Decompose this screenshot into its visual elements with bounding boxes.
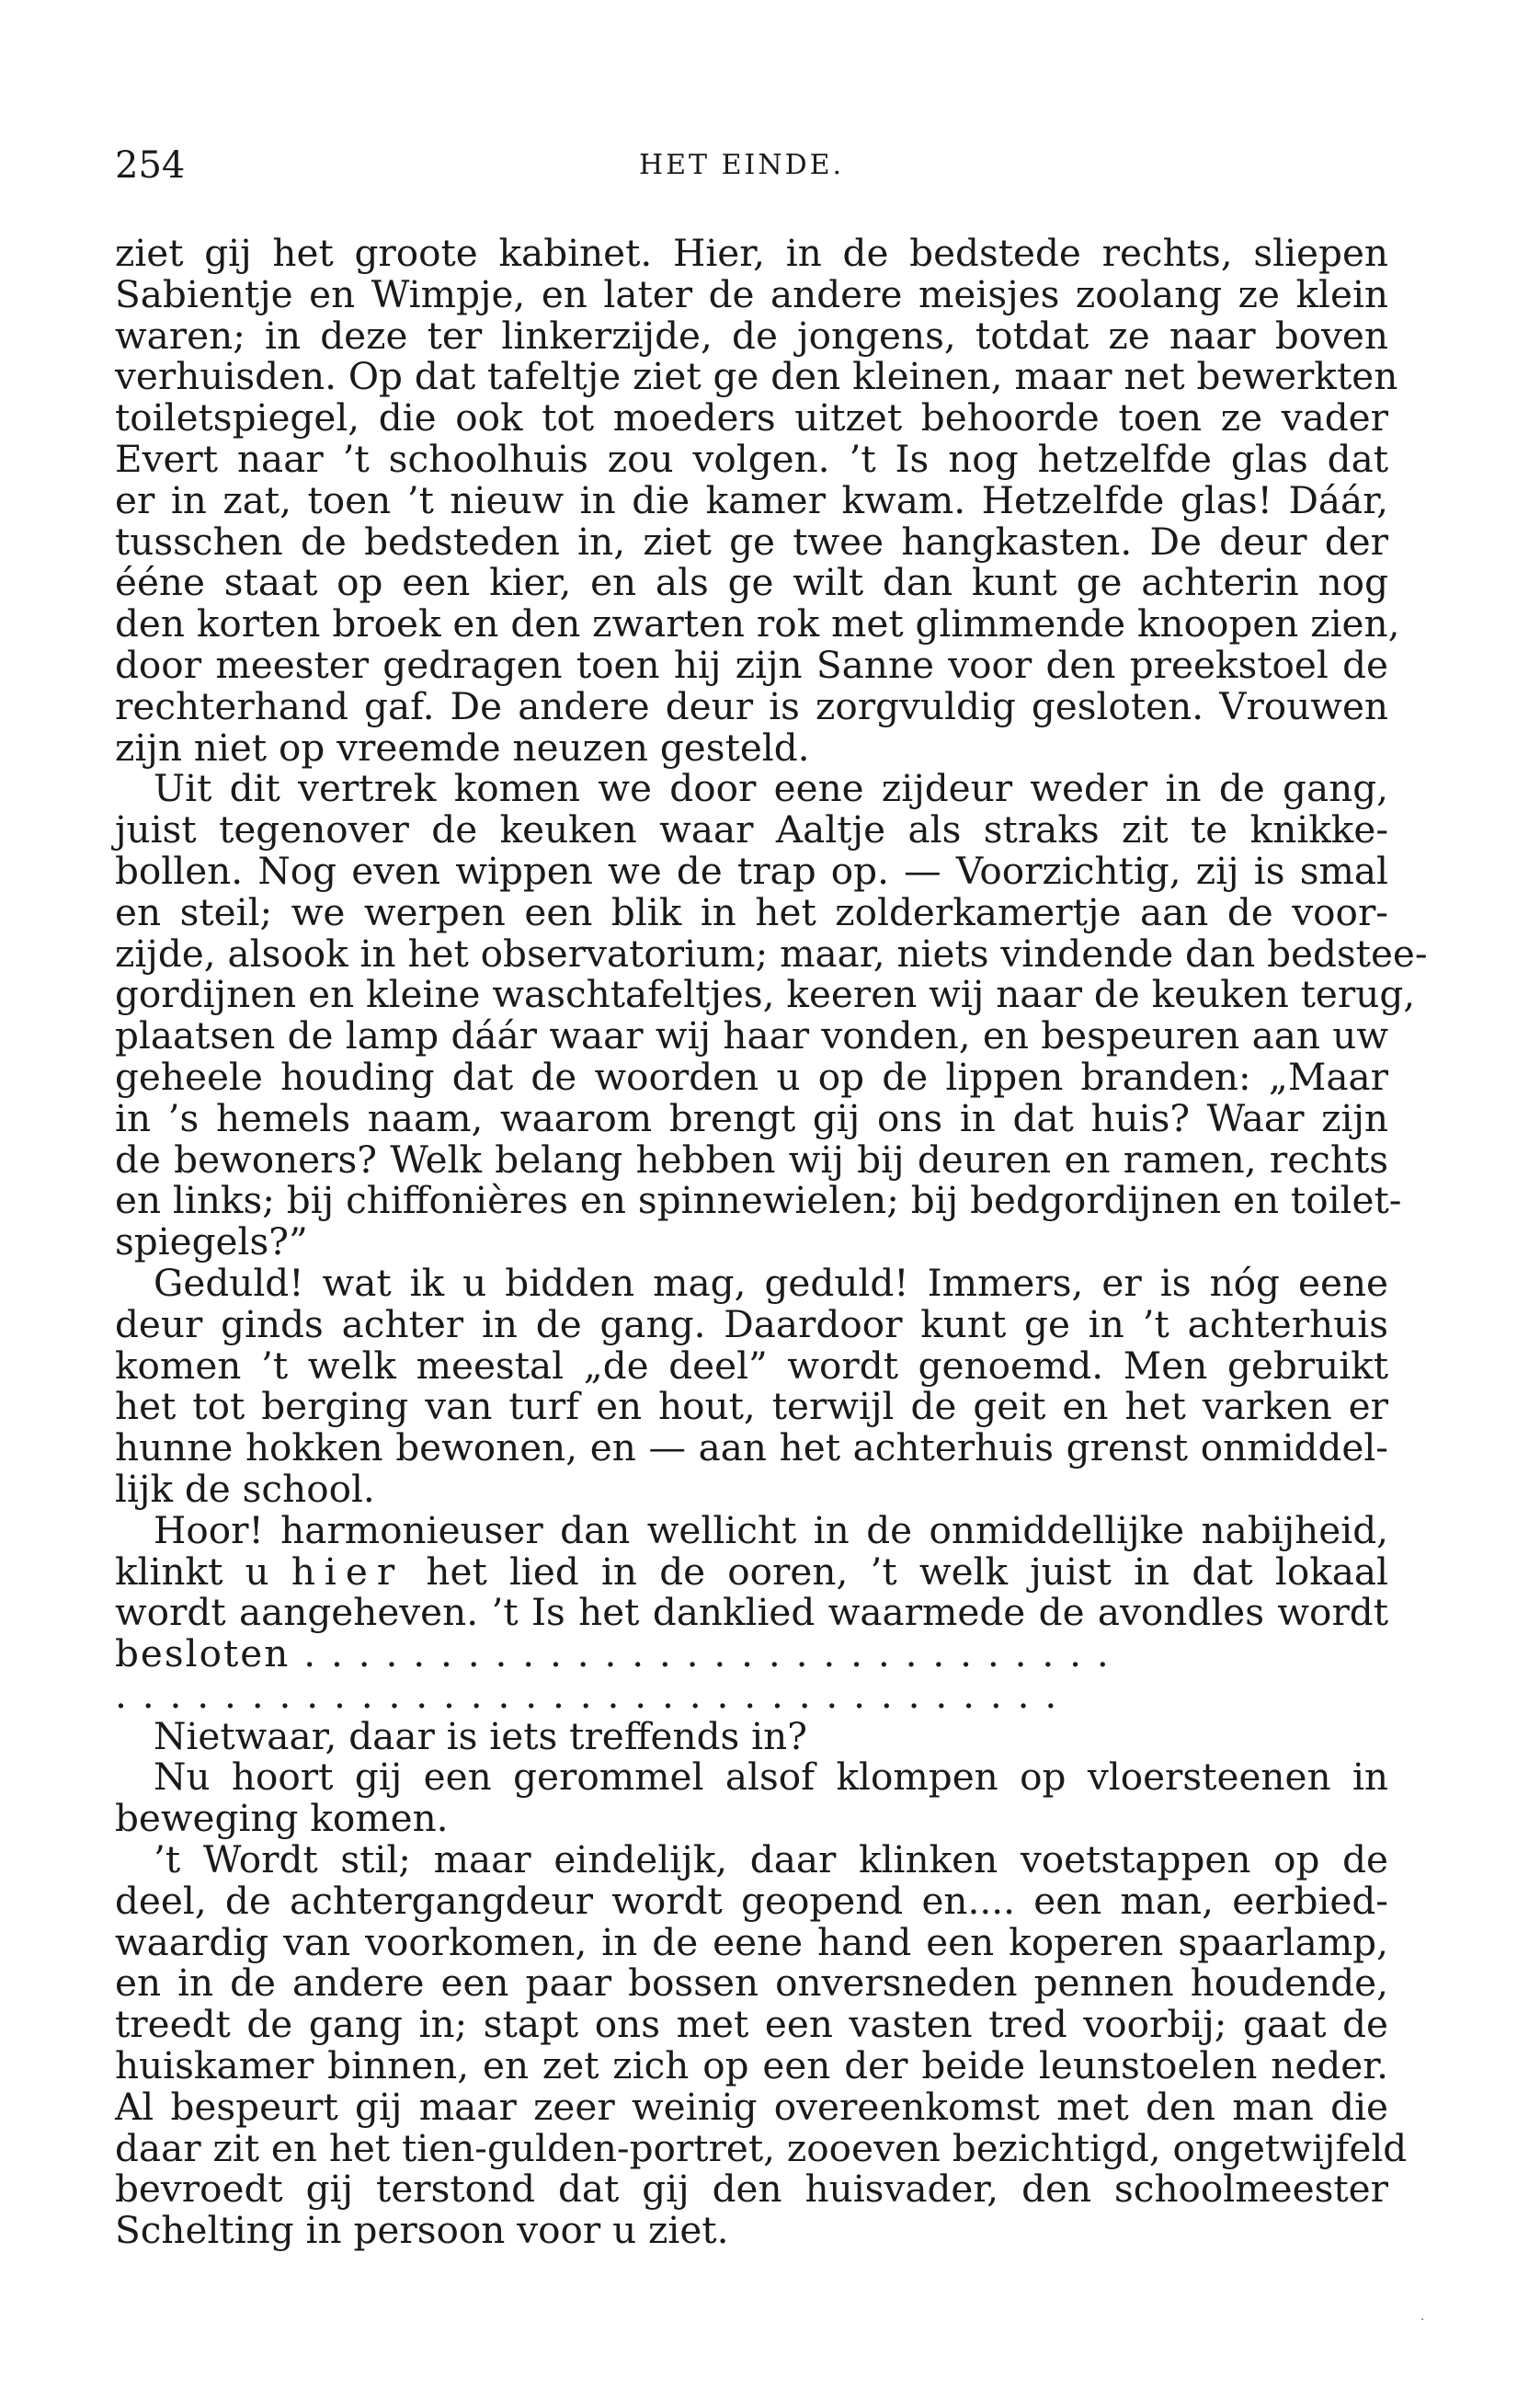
text-line: en links; bij chiffonières en spinnewielen; bij bedgordijnen en toilet-	[115, 1178, 1402, 1223]
chapter-title: HET EINDE.	[639, 149, 845, 181]
text-line: zijn niet op vreemde neuzen gesteld.	[115, 725, 810, 770]
text-line: in ’s hemels naam, waarom brengt gij ons in dat huis? Waar zijn	[115, 1095, 1388, 1140]
text-line	[115, 1551, 1388, 1593]
text-line: Sabientje en Wimpje, en later de andere meisjes zoolang ze klein	[115, 271, 1388, 316]
body-text	[115, 231, 1428, 2253]
running-head	[115, 138, 1411, 193]
text-line: plaatsen de lamp dáár waar wij haar vonden, en bespeuren aan uw	[115, 1013, 1388, 1058]
text-line: bollen. Nog even wippen we de trap op. — Voorzichtig, zij is smal	[115, 848, 1388, 893]
text-line: deel, de achtergangdeur wordt geopend en.... een man, eerbied-	[115, 1878, 1388, 1923]
text-line	[115, 1633, 1388, 1675]
text-line: Geduld! wat ik u bidden mag, geduld! Immers, er is nóg eene	[154, 1260, 1388, 1305]
text-line: waren; in deze ter linkerzijde, de jongens, totdat ze naar boven	[115, 313, 1388, 358]
text-line: ’t Wordt stil; maar eindelijk, daar klinken voetstappen op de	[154, 1837, 1388, 1882]
text-line: spiegels?”	[115, 1219, 308, 1264]
text-line: Al bespeurt gij maar zeer weinig overeenkomst met den man die	[115, 2084, 1388, 2129]
text-line: huiskamer binnen, en zet zich op een der beide leunstoelen neder.	[115, 2043, 1388, 2088]
text-line: deur ginds achter in de gang. Daardoor kunt ge in ’t achterhuis	[115, 1301, 1388, 1346]
ellipsis-dots: . . . . . . . . . . . . . . . . . . . . . . . . . . . . . .	[303, 1631, 1111, 1676]
text-line: de bewoners? Welk belang hebben wij bij deuren en ramen, rechts	[115, 1137, 1388, 1182]
text-line: waardig van voorkomen, in de eene hand een koperen spaarlamp,	[115, 1919, 1388, 1964]
text-line: beweging komen.	[115, 1796, 449, 1841]
page-number: 254	[115, 144, 186, 187]
text-line: Nietwaar, daar is iets treffends in?	[154, 1713, 807, 1758]
text-line: rechterhand gaf. De andere deur is zorgvuldig gesloten. Vrouwen	[115, 683, 1388, 728]
text-fragment: het lied in de ooren, ’t welk juist in dat lokaal	[426, 1549, 1388, 1594]
text-line: toiletspiegel, die ook tot moeders uitzet behoorde toen ze vader	[115, 395, 1388, 440]
text-fragment: besloten	[115, 1631, 291, 1676]
text-line: er in zat, toen ’t nieuw in die kamer kwam. Hetzelfde glas! Dáár,	[115, 477, 1388, 522]
ellipsis-line: . . . . . . . . . . . . . . . . . . . . . . . . . . . . . . . . . . .	[115, 1672, 1059, 1717]
text-line: en steil; we werpen een blik in het zolderkamertje aan de voor-	[115, 889, 1388, 934]
text-line: verhuisden. Op dat tafeltje ziet ge den kleinen, maar net bewerkten	[115, 354, 1398, 399]
emphasized-word: hier	[291, 1549, 405, 1594]
text-line: hunne hokken bewonen, en — aan het achterhuis grenst onmiddel-	[115, 1425, 1388, 1470]
text-line: Hoor! harmonieuser dan wellicht in de onmiddellijke nabijheid,	[154, 1507, 1388, 1552]
text-line: tusschen de bedsteden in, ziet ge twee hangkasten. De deur der	[115, 519, 1388, 564]
text-line: en in de andere een paar bossen onversneden pennen houdende,	[115, 1961, 1388, 2006]
text-line: ziet gij het groote kabinet. Hier, in de bedstede rechts, sliepen	[115, 231, 1388, 275]
text-line: komen ’t welk meestal „de deel” wordt genoemd. Men gebruikt	[115, 1343, 1388, 1388]
text-line: den korten broek en den zwarten rok met glimmende knoopen zien,	[115, 601, 1400, 646]
text-line: Uit dit vertrek komen we door eene zijdeur weder in de gang,	[154, 766, 1388, 811]
text-line: treedt de gang in; stapt ons met een vasten tred voorbij; gaat de	[115, 2002, 1388, 2047]
text-line: gordijnen en kleine waschtafeltjes, keeren wij naar de keuken terug,	[115, 972, 1416, 1017]
text-line: lijk de school.	[115, 1466, 375, 1511]
text-line: bevroedt gij terstond dat gij den huisvader, den schoolmeester	[115, 2167, 1388, 2212]
text-line: het tot berging van turf en hout, terwijl de geit en het varken er	[115, 1384, 1388, 1429]
text-line: ééne staat op een kier, en als ge wilt dan kunt ge achterin nog	[115, 560, 1388, 605]
print-speck: ·	[1420, 2313, 1425, 2327]
text-line: daar zit en het tien-gulden-portret, zooeven bezichtigd, ongetwijfeld	[115, 2125, 1408, 2170]
text-line: Evert naar ’t schoolhuis zou volgen. ’t Is nog hetzelfde glas dat	[115, 436, 1388, 481]
text-line: wordt aangeheven. ’t Is het danklied waarmede de avondles wordt	[115, 1590, 1388, 1635]
text-line: geheele houding dat de woorden u op de lippen branden: „Maar	[115, 1054, 1388, 1099]
text-line: door meester gedragen toen hij zijn Sanne voor den preekstoel de	[115, 642, 1388, 687]
text-line: Nu hoort gij een gerommel alsof klompen op vloersteenen in	[154, 1755, 1388, 1800]
text-fragment: klinkt u	[115, 1549, 269, 1594]
text-line: Schelting in persoon voor u ziet.	[115, 2208, 729, 2253]
text-line: juist tegenover de keuken waar Aaltje als straks zit te knikke-	[115, 807, 1388, 852]
text-line: zijde, alsook in het observatorium; maar, niets vindende dan bedstee-	[115, 931, 1428, 976]
